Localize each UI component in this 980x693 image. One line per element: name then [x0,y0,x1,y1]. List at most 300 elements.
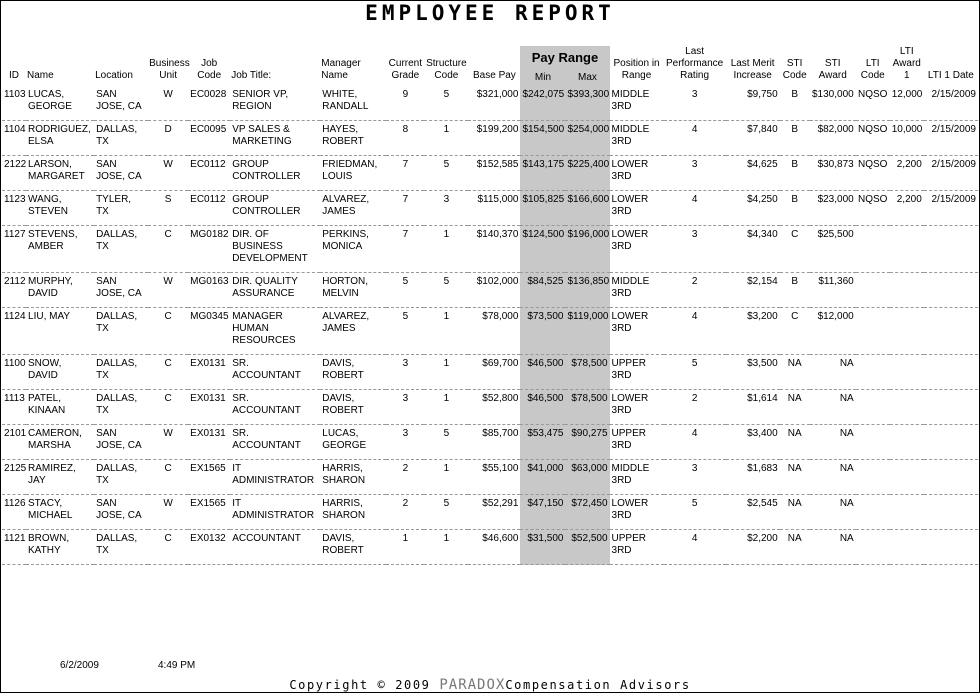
cell-base-pay: $55,100 [468,460,520,495]
cell-lti-date [924,530,978,565]
print-time: 4:49 PM [158,660,196,671]
cell-merit-increase: $4,250 [726,191,780,226]
cell-job-code: EX0132 [188,530,230,565]
cell-merit-increase: $2,154 [726,273,780,308]
cell-sti-code: NA [780,390,810,425]
cell-sti-award: $82,000 [810,121,856,156]
cell-job-title: GROUP CONTROLLER [230,191,320,226]
header-position-in-range: Position in Range [613,58,660,81]
cell-id: 1103 [2,86,26,121]
cell-current-grade: 5 [386,308,424,355]
cell-job-code: EC0028 [188,86,230,121]
cell-business-unit: W [148,273,188,308]
cell-current-grade: 1 [386,530,424,565]
cell-sti-code: B [780,273,810,308]
cell-business-unit: D [148,121,188,156]
cell-performance-rating: 4 [664,308,726,355]
cell-position-in-range: MIDDLE 3RD [610,86,664,121]
cell-base-pay: $152,585 [468,156,520,191]
cell-merit-increase: $3,200 [726,308,780,355]
employee-table [2,46,978,565]
cell-lti-date: 2/15/2009 [924,191,978,226]
copyright-line [0,677,980,693]
table-row [2,355,978,390]
cell-pay-min: $73,500 [520,308,565,355]
header-job-title: Job Title: [231,70,272,81]
cell-structure-code: 1 [424,355,468,390]
cell-business-unit: C [148,530,188,565]
cell-pay-max: $254,000 [565,121,609,156]
cell-sti-award: NA [810,390,856,425]
cell-manager-name: HAYES, ROBERT [320,121,386,156]
cell-performance-rating: 3 [664,156,726,191]
cell-base-pay: $46,600 [468,530,520,565]
cell-manager-name: ALVAREZ, JAMES [320,191,386,226]
table-row [2,86,978,121]
cell-business-unit: S [148,191,188,226]
cell-business-unit: W [148,156,188,191]
table-row [2,156,978,191]
cell-sti-code: B [780,86,810,121]
cell-location: DALLAS, TX [94,121,148,156]
header-name: Name [27,70,54,81]
cell-lti-date [924,425,978,460]
report-title: EMPLOYEE REPORT [365,1,615,25]
header-pay-min: Min [520,69,565,87]
cell-job-code: MG0182 [188,226,230,273]
cell-pay-min: $143,175 [520,156,565,191]
cell-lti-code [856,390,890,425]
cell-lti-award [890,425,924,460]
cell-lti-date: 2/15/2009 [924,121,978,156]
cell-lti-code [856,355,890,390]
cell-job-code: EX1565 [188,495,230,530]
cell-base-pay: $321,000 [468,86,520,121]
cell-structure-code: 5 [424,495,468,530]
cell-id: 1123 [2,191,26,226]
cell-position-in-range: MIDDLE 3RD [610,460,664,495]
cell-location: SAN JOSE, CA [94,156,148,191]
cell-structure-code: 1 [424,121,468,156]
cell-pay-min: $41,000 [520,460,565,495]
cell-manager-name: LUCAS, GEORGE [320,425,386,460]
cell-lti-date: 2/15/2009 [924,86,978,121]
cell-lti-award [890,530,924,565]
cell-lti-code [856,460,890,495]
cell-id: 2112 [2,273,26,308]
cell-job-title: SR. ACCOUNTANT [230,355,320,390]
cell-id: 1104 [2,121,26,156]
cell-id: 1121 [2,530,26,565]
cell-merit-increase: $3,400 [726,425,780,460]
cell-business-unit: C [148,308,188,355]
cell-location: TYLER, TX [94,191,148,226]
brand-logo: PARADOX [439,677,506,693]
cell-current-grade: 2 [386,495,424,530]
copyright-suffix: Compensation Advisors [505,678,691,692]
cell-id: 2125 [2,460,26,495]
cell-position-in-range: UPPER 3RD [610,425,664,460]
cell-pay-min: $154,500 [520,121,565,156]
cell-job-title: IT ADMINISTRATOR [230,495,320,530]
cell-name: LIU, MAY [26,308,94,355]
cell-id: 1126 [2,495,26,530]
cell-sti-award: NA [810,425,856,460]
cell-pay-min: $46,500 [520,390,565,425]
cell-job-title: SR. ACCOUNTANT [230,425,320,460]
cell-job-code: MG0345 [188,308,230,355]
cell-pay-max: $63,000 [565,460,609,495]
cell-sti-code: B [780,191,810,226]
cell-job-title: MANAGER HUMAN RESOURCES [230,308,320,355]
cell-manager-name: HORTON, MELVIN [320,273,386,308]
cell-business-unit: C [148,226,188,273]
cell-sti-code: NA [780,495,810,530]
cell-business-unit: W [148,86,188,121]
cell-job-code: EX0131 [188,425,230,460]
cell-id: 1124 [2,308,26,355]
cell-performance-rating: 2 [664,273,726,308]
cell-sti-code: NA [780,425,810,460]
cell-name: WANG, STEVEN [26,191,94,226]
cell-base-pay: $85,700 [468,425,520,460]
cell-current-grade: 3 [386,390,424,425]
cell-base-pay: $52,800 [468,390,520,425]
cell-pay-min: $47,150 [520,495,565,530]
cell-structure-code: 5 [424,156,468,191]
cell-location: DALLAS, TX [94,530,148,565]
cell-structure-code: 5 [424,86,468,121]
table-row [2,308,978,355]
cell-structure-code: 1 [424,226,468,273]
table-row [2,425,978,460]
cell-job-title: SENIOR VP, REGION [230,86,320,121]
table-row [2,191,978,226]
cell-lti-code [856,530,890,565]
header-pay-max: Max [565,69,609,87]
cell-position-in-range: LOWER 3RD [610,390,664,425]
table-row [2,273,978,308]
cell-sti-award: NA [810,460,856,495]
cell-pay-min: $84,525 [520,273,565,308]
cell-base-pay: $52,291 [468,495,520,530]
header-manager-name: Manager Name [321,58,361,81]
cell-job-title: DIR. OF BUSINESS DEVELOPMENT [230,226,320,273]
cell-performance-rating: 3 [664,86,726,121]
cell-pay-min: $124,500 [520,226,565,273]
cell-current-grade: 5 [386,273,424,308]
cell-business-unit: W [148,425,188,460]
cell-business-unit: C [148,460,188,495]
cell-pay-max: $136,850 [565,273,609,308]
cell-job-code: MG0163 [188,273,230,308]
cell-structure-code: 1 [424,308,468,355]
cell-lti-award [890,355,924,390]
cell-sti-award: $30,873 [810,156,856,191]
cell-job-title: SR. ACCOUNTANT [230,390,320,425]
cell-pay-max: $52,500 [565,530,609,565]
cell-pay-max: $166,600 [565,191,609,226]
cell-job-title: ACCOUNTANT [230,530,320,565]
cell-business-unit: W [148,495,188,530]
table-row [2,226,978,273]
cell-id: 1100 [2,355,26,390]
cell-location: DALLAS, TX [94,390,148,425]
header-lti-award: LTI Award 1 [892,46,921,81]
cell-lti-date [924,273,978,308]
cell-sti-code: NA [780,460,810,495]
cell-merit-increase: $2,545 [726,495,780,530]
cell-pay-max: $119,000 [565,308,609,355]
cell-current-grade: 2 [386,460,424,495]
cell-name: MURPHY, DAVID [26,273,94,308]
cell-current-grade: 9 [386,86,424,121]
cell-merit-increase: $1,683 [726,460,780,495]
cell-lti-award [890,308,924,355]
header-sti-code: STI Code [782,58,807,81]
header-lti-date: LTI 1 Date [927,70,974,81]
cell-pay-max: $72,450 [565,495,609,530]
cell-position-in-range: UPPER 3RD [610,355,664,390]
cell-current-grade: 7 [386,191,424,226]
cell-manager-name: HARRIS, SHARON [320,460,386,495]
cell-merit-increase: $3,500 [726,355,780,390]
cell-pay-max: $393,300 [565,86,609,121]
cell-lti-date: 2/15/2009 [924,156,978,191]
cell-lti-code [856,495,890,530]
cell-performance-rating: 5 [664,355,726,390]
cell-lti-date [924,226,978,273]
cell-position-in-range: MIDDLE 3RD [610,273,664,308]
cell-position-in-range: UPPER 3RD [610,530,664,565]
cell-name: CAMERON, MARSHA [26,425,94,460]
cell-sti-code: C [780,308,810,355]
cell-structure-code: 5 [424,425,468,460]
header-performance-rating: Last Performance Rating [665,46,724,81]
cell-pay-max: $90,275 [565,425,609,460]
cell-merit-increase: $2,200 [726,530,780,565]
cell-id: 2101 [2,425,26,460]
cell-manager-name: HARRIS, SHARON [320,495,386,530]
cell-location: SAN JOSE, CA [94,495,148,530]
cell-id: 1127 [2,226,26,273]
cell-location: DALLAS, TX [94,460,148,495]
cell-sti-award: NA [810,530,856,565]
cell-lti-award: 2,200 [890,156,924,191]
cell-manager-name: PERKINS, MONICA [320,226,386,273]
cell-merit-increase: $7,840 [726,121,780,156]
table-row [2,121,978,156]
cell-lti-code: NQSO [856,191,890,226]
cell-location: SAN JOSE, CA [94,86,148,121]
cell-job-code: EX0131 [188,355,230,390]
cell-lti-date [924,355,978,390]
cell-business-unit: C [148,390,188,425]
cell-name: LUCAS, GEORGE [26,86,94,121]
cell-sti-award: $11,360 [810,273,856,308]
cell-lti-code [856,308,890,355]
cell-position-in-range: LOWER 3RD [610,226,664,273]
cell-job-code: EC0112 [188,156,230,191]
cell-pay-max: $78,500 [565,355,609,390]
cell-structure-code: 1 [424,530,468,565]
cell-job-code: EC0112 [188,191,230,226]
cell-job-title: VP SALES & MARKETING [230,121,320,156]
cell-lti-code [856,273,890,308]
cell-structure-code: 1 [424,390,468,425]
cell-sti-code: NA [780,355,810,390]
header-business-unit: Business Unit [149,58,190,81]
cell-lti-date [924,308,978,355]
copyright-prefix: Copyright © 2009 [289,678,440,692]
cell-current-grade: 8 [386,121,424,156]
cell-structure-code: 3 [424,191,468,226]
header-lti-code: LTI Code [860,58,885,81]
cell-manager-name: FRIEDMAN, LOUIS [320,156,386,191]
cell-position-in-range: LOWER 3RD [610,156,664,191]
cell-sti-award: $23,000 [810,191,856,226]
cell-position-in-range: MIDDLE 3RD [610,121,664,156]
cell-name: BROWN, KATHY [26,530,94,565]
cell-current-grade: 7 [386,156,424,191]
cell-structure-code: 5 [424,273,468,308]
cell-merit-increase: $4,625 [726,156,780,191]
header-structure-code: Structure Code [426,58,467,81]
cell-lti-award [890,273,924,308]
header-row-1 [2,46,978,69]
cell-position-in-range: LOWER 3RD [610,495,664,530]
cell-lti-date [924,495,978,530]
cell-manager-name: DAVIS, ROBERT [320,530,386,565]
header-pay-range: Pay Range [520,46,609,69]
cell-job-code: EX0131 [188,390,230,425]
cell-base-pay: $102,000 [468,273,520,308]
cell-manager-name: WHITE, RANDALL [320,86,386,121]
cell-lti-date [924,390,978,425]
cell-business-unit: C [148,355,188,390]
cell-name: PATEL, KINAAN [26,390,94,425]
cell-lti-code [856,425,890,460]
cell-base-pay: $199,200 [468,121,520,156]
cell-manager-name: DAVIS, ROBERT [320,355,386,390]
cell-sti-award: $25,500 [810,226,856,273]
cell-location: DALLAS, TX [94,308,148,355]
cell-lti-code: NQSO [856,86,890,121]
cell-sti-award: $130,000 [810,86,856,121]
cell-location: SAN JOSE, CA [94,425,148,460]
cell-sti-code: B [780,156,810,191]
print-date: 6/2/2009 [60,660,99,671]
cell-performance-rating: 2 [664,390,726,425]
cell-sti-code: B [780,121,810,156]
cell-base-pay: $69,700 [468,355,520,390]
header-base-pay: Base Pay [473,70,516,81]
cell-lti-award: 2,200 [890,191,924,226]
cell-performance-rating: 5 [664,495,726,530]
cell-base-pay: $115,000 [468,191,520,226]
cell-job-code: EX1565 [188,460,230,495]
cell-performance-rating: 4 [664,191,726,226]
cell-performance-rating: 4 [664,530,726,565]
cell-performance-rating: 3 [664,460,726,495]
cell-base-pay: $140,370 [468,226,520,273]
header-sti-award: STI Award [818,58,847,81]
cell-lti-award [890,390,924,425]
cell-performance-rating: 4 [664,121,726,156]
cell-name: RAMIREZ, JAY [26,460,94,495]
table-row [2,460,978,495]
cell-sti-award: NA [810,495,856,530]
cell-sti-code: NA [780,530,810,565]
cell-lti-award [890,460,924,495]
cell-pay-min: $46,500 [520,355,565,390]
cell-name: STACY, MICHAEL [26,495,94,530]
table-row [2,390,978,425]
cell-merit-increase: $9,750 [726,86,780,121]
cell-position-in-range: LOWER 3RD [610,191,664,226]
cell-job-title: IT ADMINISTRATOR [230,460,320,495]
cell-current-grade: 3 [386,425,424,460]
table-body [2,86,978,565]
cell-manager-name: ALVAREZ, JAMES [320,308,386,355]
cell-job-title: DIR. QUALITY ASSURANCE [230,273,320,308]
cell-lti-code [856,226,890,273]
cell-location: DALLAS, TX [94,355,148,390]
cell-sti-code: C [780,226,810,273]
cell-pay-min: $53,475 [520,425,565,460]
cell-pay-max: $225,400 [565,156,609,191]
cell-pay-max: $196,000 [565,226,609,273]
cell-pay-max: $78,500 [565,390,609,425]
cell-id: 1113 [2,390,26,425]
cell-lti-code: NQSO [856,121,890,156]
cell-sti-award: $12,000 [810,308,856,355]
cell-job-code: EC0095 [188,121,230,156]
cell-job-title: GROUP CONTROLLER [230,156,320,191]
cell-lti-code: NQSO [856,156,890,191]
header-current-grade: Current Grade [388,58,423,81]
cell-location: SAN JOSE, CA [94,273,148,308]
cell-merit-increase: $4,340 [726,226,780,273]
cell-lti-award [890,226,924,273]
cell-structure-code: 1 [424,460,468,495]
cell-position-in-range: LOWER 3RD [610,308,664,355]
cell-lti-award: 12,000 [890,86,924,121]
cell-name: SNOW, DAVID [26,355,94,390]
cell-performance-rating: 4 [664,425,726,460]
cell-manager-name: DAVIS, ROBERT [320,390,386,425]
cell-name: RODRIGUEZ, ELSA [26,121,94,156]
cell-lti-date [924,460,978,495]
cell-pay-min: $105,825 [520,191,565,226]
cell-location: DALLAS, TX [94,226,148,273]
header-location: Location [95,70,133,81]
table-row [2,530,978,565]
cell-current-grade: 7 [386,226,424,273]
header-job-code: Job Code [197,58,222,81]
header-merit-increase: Last Merit Increase [730,58,775,81]
cell-name: LARSON, MARGARET [26,156,94,191]
cell-base-pay: $78,000 [468,308,520,355]
cell-lti-award: 10,000 [890,121,924,156]
cell-performance-rating: 3 [664,226,726,273]
cell-lti-award [890,495,924,530]
cell-pay-min: $242,075 [520,86,565,121]
cell-pay-min: $31,500 [520,530,565,565]
header-id: ID [9,70,19,81]
cell-name: STEVENS, AMBER [26,226,94,273]
cell-id: 2122 [2,156,26,191]
